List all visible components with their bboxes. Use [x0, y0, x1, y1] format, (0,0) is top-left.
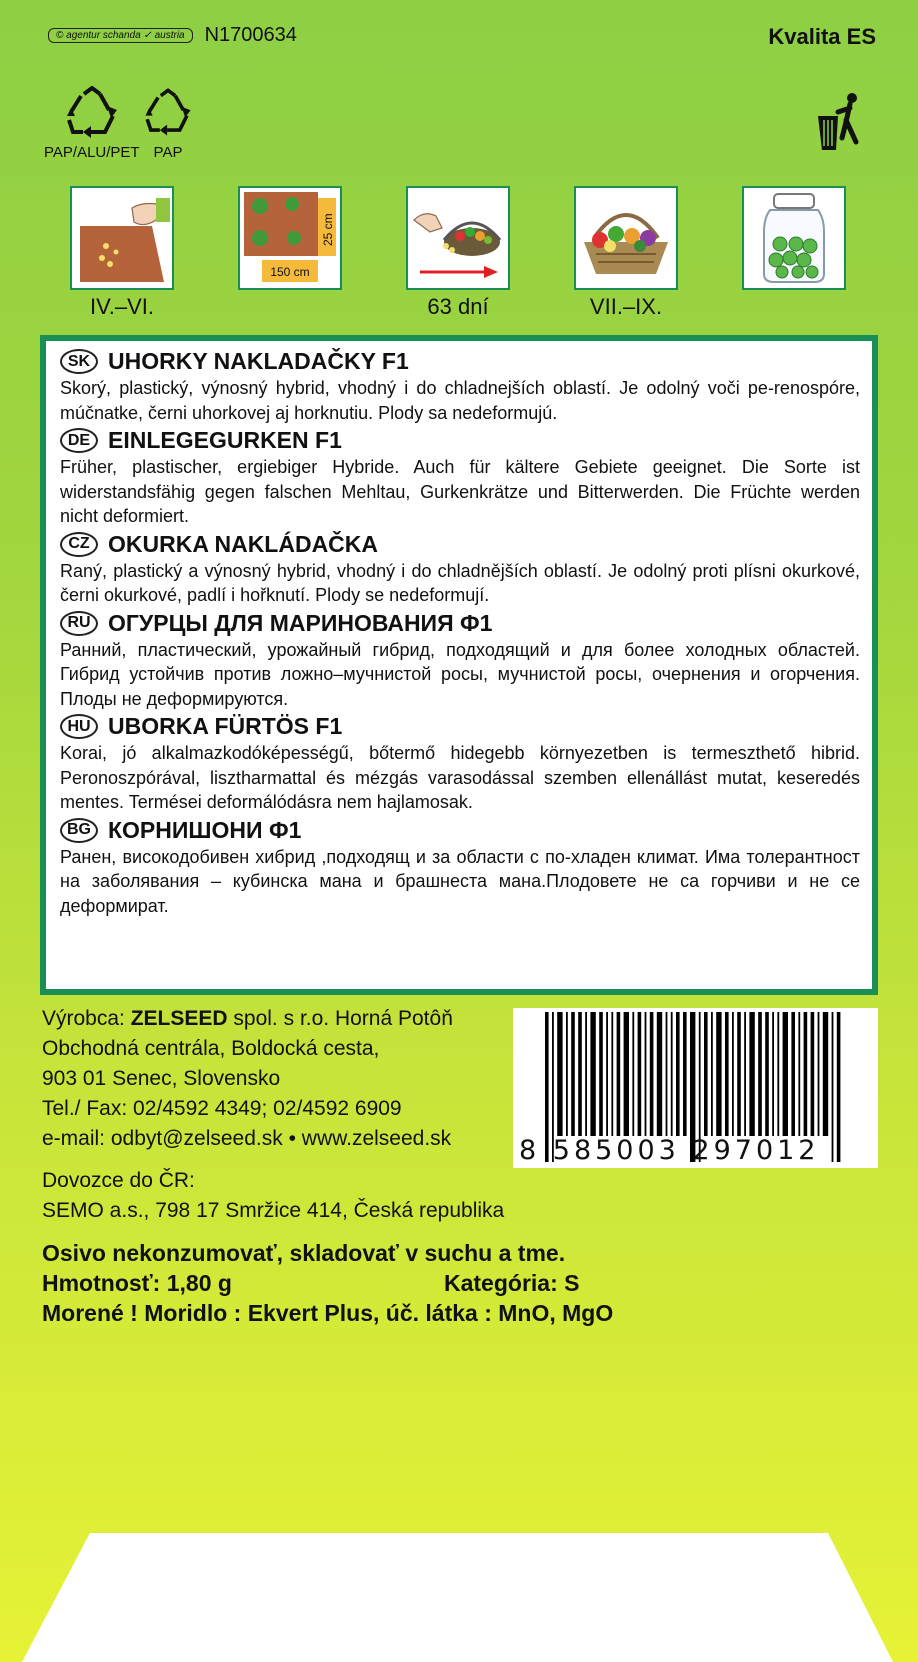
- barcode-bar: [611, 1012, 613, 1136]
- treatment-info: Morené ! Moridlo : Ekvert Plus, úč. látka : MnO, MgO: [42, 1300, 614, 1326]
- producer-info: [42, 1004, 512, 1154]
- barcode-bar: [683, 1012, 687, 1136]
- agency-logo: © agentur schanda ✓ austria: [48, 28, 193, 43]
- barcode-bar: [798, 1012, 800, 1136]
- section-title: UHORKY NAKLADAČKY F1: [108, 348, 409, 374]
- harvest-days: 63 dní: [427, 294, 489, 319]
- producer-prefix: Výrobca:: [42, 1007, 131, 1030]
- lang-badge: BG: [60, 818, 98, 843]
- barcode-bar: [811, 1012, 815, 1136]
- lang-badge: CZ: [60, 532, 98, 557]
- barcode-bar: [571, 1012, 575, 1136]
- harvest-basket-icon: [408, 188, 508, 288]
- producer-company: ZELSEED: [130, 1007, 228, 1030]
- barcode-bar: [749, 1012, 754, 1136]
- section-text: Korai, jó alkalmazkodóképességű, bőtermő hidegebb környezetben is termeszthető hibrid. Peronoszpórával, lisztharmattal és mézgás varasodással szemben ellenállást mutat, keseredés mentes. Termései deformálódásra nem hajlamosak.: [60, 743, 860, 812]
- trash-bin-icon: [816, 92, 866, 154]
- barcode-bar: [732, 1012, 734, 1136]
- barcode-bar: [676, 1012, 680, 1136]
- barcode-bar: [632, 1012, 634, 1136]
- section-bg: [60, 817, 860, 919]
- section-sk: [60, 348, 860, 425]
- importer-label: Dovozce do ČR:: [42, 1169, 195, 1192]
- barcode-bar: [657, 1012, 662, 1136]
- barcode-bar: [832, 1012, 834, 1162]
- header-code-row: [48, 24, 297, 47]
- quality-label: Kvalita ES: [768, 24, 876, 49]
- barcode-bar: [744, 1012, 746, 1136]
- storage-notes: [42, 1238, 613, 1328]
- section-text: Ранен, високодобивен хибрид ,подходящ и за области с по-хладен климат. Има толерантност на заболявания – кубинска мана и брашнеста мана.Плодовете не са горчиви и не се деформират.: [60, 846, 860, 916]
- pictogram-jar: [742, 186, 846, 290]
- recycle-label-1: PAP/ALU/PET: [44, 144, 140, 161]
- section-text: Raný, plastický a výnosný hybrid, vhodný i do chladnějších oblastí. Je odolný proti plísni okurkové, černi okurkové, padlí i hořknutí. Plody se nedeformují.: [60, 560, 860, 605]
- lang-badge: RU: [60, 611, 98, 636]
- barcode-bar: [711, 1012, 713, 1136]
- weight: Hmotnosť: 1,80 g: [42, 1270, 232, 1296]
- barcode-digits: 8 585003 297012: [519, 1135, 820, 1166]
- barcode-bar: [585, 1012, 587, 1136]
- category: Kategória: S: [444, 1270, 580, 1296]
- barcode-bar: [765, 1012, 769, 1136]
- harvest-period: VII.–IX.: [589, 294, 663, 319]
- description-panel: [40, 335, 878, 995]
- spacing-row-dim: 150 cm: [270, 265, 310, 279]
- barcode-bar: [617, 1012, 621, 1136]
- barcode-bar: [823, 1012, 828, 1136]
- barcode-bar: [791, 1012, 795, 1136]
- lang-badge: HU: [60, 714, 98, 739]
- pictogram-basket: [574, 186, 678, 290]
- producer-line3: 903 01 Senec, Slovensko: [42, 1067, 281, 1090]
- barcode-bar: [758, 1012, 762, 1136]
- barcode-bar: [818, 1012, 820, 1136]
- barcode-bar: [777, 1012, 779, 1136]
- producer-line2: Obchodná centrála, Boldocká cesta,: [42, 1037, 380, 1060]
- recycle-icon: [61, 86, 123, 138]
- barcode-bar: [737, 1012, 741, 1136]
- barcode-bar: [599, 1012, 603, 1136]
- product-code: N1700634: [204, 24, 297, 46]
- section-text: Ранний, пластический, урожайный гибрид, подходящий и для более холодных областей. Гибрид устойчив против ложно–мучнистой росы, мучнистой росы, очернения и огорчения. Плоды не деформируются.: [60, 639, 860, 709]
- producer-contact: e-mail: odbyt@zelseed.sk • www.zelseed.sk: [42, 1127, 452, 1150]
- lang-badge: SK: [60, 349, 98, 374]
- barcode-bar: [638, 1012, 642, 1136]
- barcode-bar: [666, 1012, 668, 1136]
- vegetable-basket-icon: [576, 188, 676, 288]
- preserving-jar-icon: [744, 188, 844, 288]
- packet-window: [0, 1533, 918, 1662]
- plant-spacing-icon: [240, 188, 340, 288]
- sowing-hand-icon: [72, 188, 172, 288]
- section-title: UBORKA FÜRTÖS F1: [108, 713, 343, 739]
- section-cz: [60, 531, 860, 608]
- barcode: [513, 1008, 878, 1168]
- barcode-bar: [578, 1012, 582, 1136]
- section-text: Früher, plastischer, ergiebiger Hybride. Auch für kältere Gebiete geeignet. Die Sorte ist widerstandsfähig gegen falschen Mehltau, Gurkenkrätze und Bitterwerden. Die Früchte werden nicht deformiert.: [60, 457, 860, 526]
- recycle-icon: [140, 86, 196, 138]
- barcode-bar: [624, 1012, 629, 1136]
- section-title: EINLEGEGURKEN F1: [108, 427, 342, 453]
- importer-info: [42, 1166, 504, 1226]
- barcode-bar: [557, 1012, 562, 1136]
- section-de: [60, 427, 860, 529]
- barcode-bar: [671, 1012, 673, 1136]
- section-hu: [60, 713, 860, 815]
- section-title: ОГУРЦЫ ДЛЯ МАРИНОВАНИЯ Ф1: [108, 609, 493, 636]
- spacing-col-dim: 25 cm: [321, 213, 335, 246]
- section-title: КОРНИШОНИ Ф1: [108, 816, 302, 843]
- importer-address: SEMO a.s., 798 17 Smržice 414, Česká republika: [42, 1199, 505, 1222]
- recycle-mark-1: [44, 86, 140, 161]
- producer-company-rest: spol. s r.o. Horná Potôň: [227, 1007, 453, 1030]
- pictogram-harvest: [406, 186, 510, 290]
- barcode-bar: [590, 1012, 595, 1136]
- storage-instruction: Osivo nekonzumovať, skladovať v suchu a tme.: [42, 1240, 566, 1266]
- recycle-mark-2: [140, 86, 196, 161]
- barcode-bar: [650, 1012, 654, 1136]
- barcode-bar: [772, 1012, 774, 1136]
- lang-badge: DE: [60, 428, 98, 453]
- barcode-bar: [804, 1012, 808, 1136]
- barcode-bar: [837, 1012, 841, 1162]
- pictogram-spacing: [238, 186, 342, 290]
- producer-phone: Tel./ Fax: 02/4592 4349; 02/4592 6909: [42, 1097, 402, 1120]
- section-text: Skorý, plastický, výnosný hybrid, vhodný i do chladnejších oblastí. Je odolný voči pe-renospóre, múčnatke, černi uhorkovej aj horknutiu. Plody sa nedeformujú.: [60, 378, 860, 423]
- section-ru: [60, 610, 860, 712]
- barcode-bar: [716, 1012, 721, 1136]
- sowing-period: IV.–VI.: [89, 294, 154, 319]
- barcode-bar: [725, 1012, 729, 1136]
- section-title: OKURKA NAKLÁDAČKA: [108, 530, 379, 557]
- barcode-bar: [783, 1012, 788, 1136]
- pictogram-sowing: [70, 186, 174, 290]
- barcode-bar: [566, 1012, 568, 1136]
- barcode-bar: [645, 1012, 647, 1136]
- barcode-bar: [704, 1012, 708, 1136]
- recycle-label-2: PAP: [153, 144, 183, 161]
- barcode-bar: [606, 1012, 608, 1136]
